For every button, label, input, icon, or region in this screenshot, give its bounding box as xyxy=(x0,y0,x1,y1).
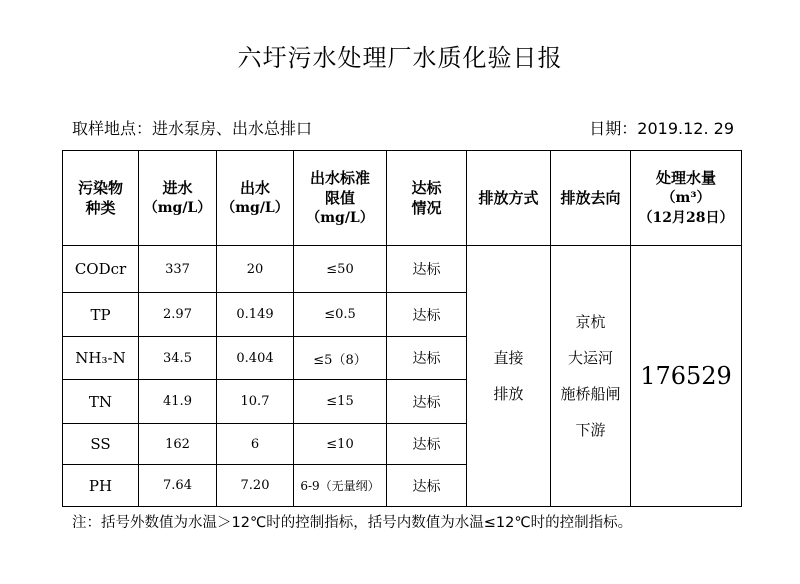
header-status-line2: 情况 xyxy=(411,199,442,217)
header-pollutant-line1: 污染物 xyxy=(77,179,123,197)
header-discharge-mode: 排放方式 xyxy=(467,151,551,246)
discharge-mode-cell xyxy=(467,246,551,507)
status-cell: 达标 xyxy=(387,424,467,465)
influent-cell: 337 xyxy=(139,246,217,293)
discharge-mode-line2: 排放 xyxy=(493,385,524,403)
influent-cell: 162 xyxy=(139,424,217,465)
effluent-cell: 6 xyxy=(217,424,294,465)
limit-cell: ≤15 xyxy=(294,380,387,424)
header-effluent-line2: （mg/L） xyxy=(221,200,289,216)
limit-cell: ≤5（8） xyxy=(294,337,387,380)
limit-cell: 6-9（无量纲） xyxy=(294,465,387,507)
report-date: 日期：2019.12. 29 xyxy=(589,119,734,138)
header-limit-line3: （mg/L） xyxy=(306,210,374,226)
header-limit xyxy=(294,151,387,246)
pollutant-cell: TP xyxy=(63,293,139,337)
discharge-mode-line1: 直接 xyxy=(493,349,524,367)
header-volume xyxy=(631,151,742,246)
limit-cell: ≤0.5 xyxy=(294,293,387,337)
status-cell: 达标 xyxy=(387,246,467,293)
header-pollutant xyxy=(63,151,139,246)
effluent-cell: 10.7 xyxy=(217,380,294,424)
header-influent-line2: （mg/L） xyxy=(143,200,212,216)
status-cell: 达标 xyxy=(387,380,467,424)
header-row xyxy=(63,151,742,246)
discharge-dest-line3: 施桥船闸 xyxy=(560,385,621,403)
influent-cell: 41.9 xyxy=(139,380,217,424)
header-volume-line3: （12月28日） xyxy=(638,210,734,226)
discharge-dest-line4: 下游 xyxy=(575,421,606,439)
header-pollutant-line2: 种类 xyxy=(85,199,116,217)
pollutant-cell: NH₃-N xyxy=(63,337,139,380)
header-influent xyxy=(139,151,217,246)
header-discharge-dest: 排放去向 xyxy=(551,151,631,246)
status-cell: 达标 xyxy=(387,465,467,507)
footnote: 注：括号外数值为水温＞12℃时的控制指标，括号内数值为水温≤12℃时的控制指标。 xyxy=(72,515,633,531)
pollutant-cell: PH xyxy=(63,465,139,507)
limit-cell: ≤10 xyxy=(294,424,387,465)
discharge-dest-line1: 京杭 xyxy=(575,313,606,331)
pollutant-cell: TN xyxy=(63,380,139,424)
header-status-line1: 达标 xyxy=(411,179,442,197)
header-volume-line1: 处理水量 xyxy=(655,169,716,187)
water-quality-table xyxy=(62,150,742,507)
header-limit-line2: 限值 xyxy=(324,189,355,207)
effluent-cell: 0.149 xyxy=(217,293,294,337)
influent-cell: 34.5 xyxy=(139,337,217,380)
header-volume-line2: （m³） xyxy=(661,190,711,206)
status-cell: 达标 xyxy=(387,293,467,337)
header-status xyxy=(387,151,467,246)
pollutant-cell: SS xyxy=(63,424,139,465)
header-limit-line1: 出水标准 xyxy=(309,169,370,187)
pollutant-cell: CODcr xyxy=(63,246,139,293)
sampling-location: 取样地点：进水泵房、出水总排口 xyxy=(72,119,313,138)
header-effluent xyxy=(217,151,294,246)
effluent-cell: 0.404 xyxy=(217,337,294,380)
discharge-dest-line2: 大运河 xyxy=(567,349,613,367)
table-row xyxy=(63,246,742,293)
page-title: 六圩污水处理厂水质化验日报 xyxy=(237,44,563,72)
limit-cell: ≤50 xyxy=(294,246,387,293)
discharge-dest-cell xyxy=(551,246,631,507)
influent-cell: 2.97 xyxy=(139,293,217,337)
effluent-cell: 7.20 xyxy=(217,465,294,507)
effluent-cell: 20 xyxy=(217,246,294,293)
volume-cell: 176529 xyxy=(631,246,742,507)
influent-cell: 7.64 xyxy=(139,465,217,507)
status-cell: 达标 xyxy=(387,337,467,380)
header-effluent-line1: 出水 xyxy=(239,179,270,197)
header-influent-line1: 进水 xyxy=(162,179,193,197)
